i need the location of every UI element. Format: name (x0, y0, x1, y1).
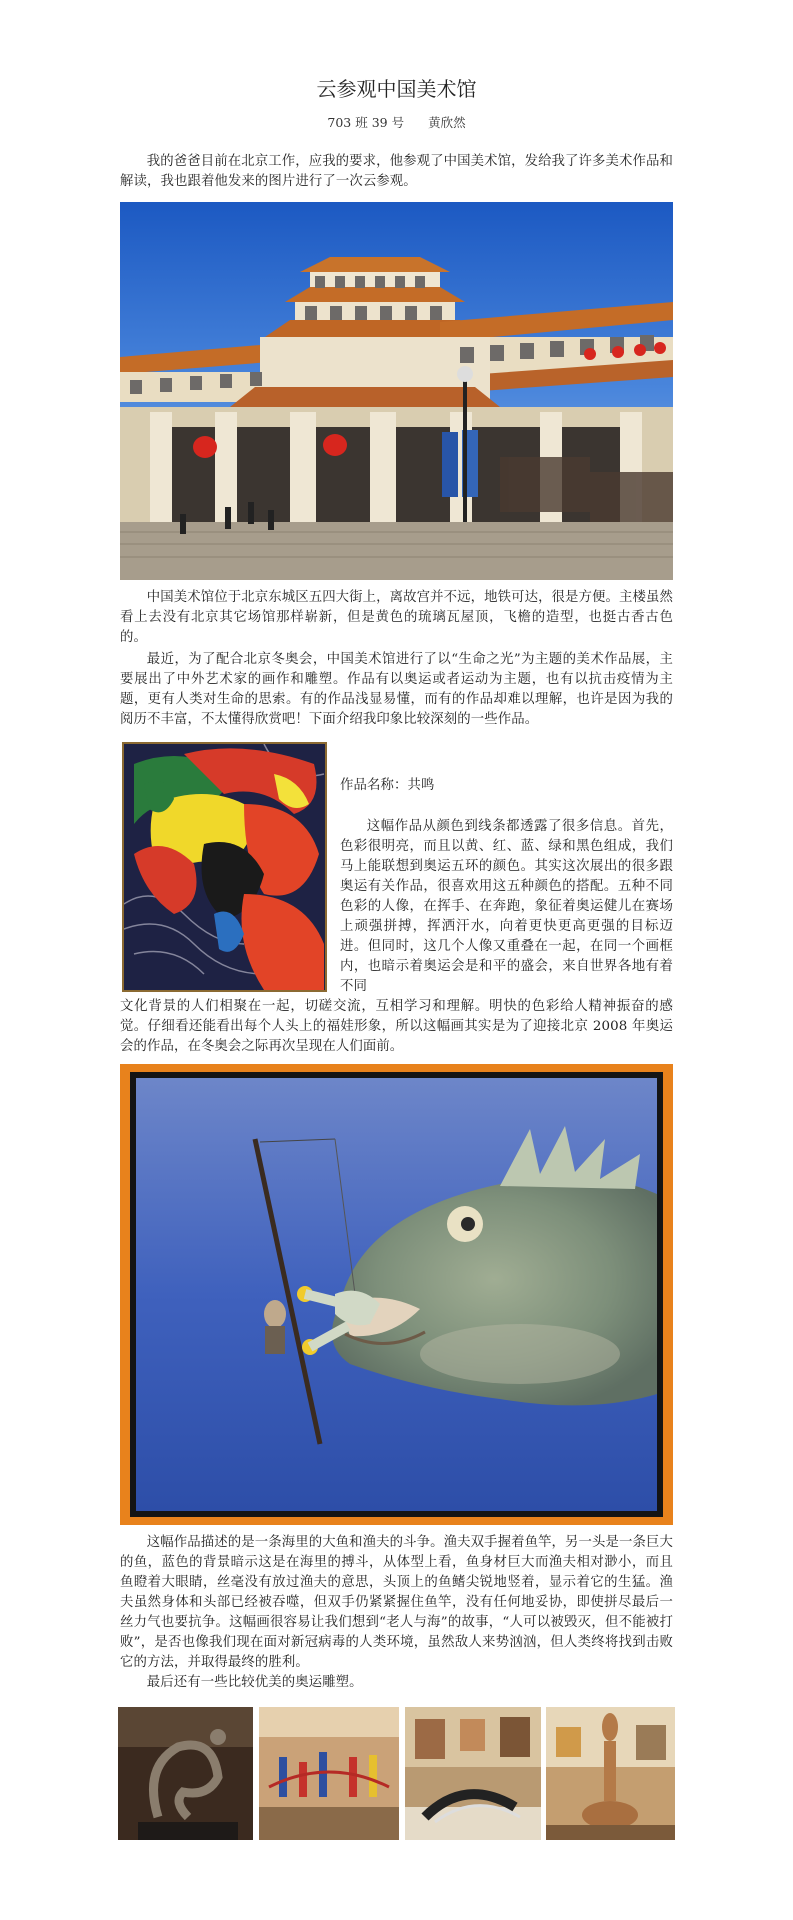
sculpture-photo-1 (118, 1707, 253, 1840)
museum-building-photo (120, 202, 673, 580)
sculpture-photo-4 (546, 1707, 675, 1840)
page-title: 云参观中国美术馆 (316, 77, 477, 101)
exhibition-paragraph: 最近，为了配合北京冬奥会，中国美术馆进行了以“生命之光”为主题的美术作品展，主要展出了中外艺术家的画作和雕塑。作品有以奥运或者运动为主题，也有以抗击疫情为主题，更有人类对生命的思索。有的作品浅显易懂，而有的作品却难以理解，也许是因为我的阅历不丰富，不太懂得欣赏吧！下面介绍我印象比较深刻的一些作品。 (120, 652, 673, 727)
artwork-name-label: 作品名称：共鸣 (340, 778, 435, 793)
artwork-gongming-description-continued: 文化背景的人们相聚在一起，切磋交流，互相学习和理解。明快的色彩给人精神振奋的感觉。仔细看还能看出每个人头上的福娃形象，所以这幅画其实是为了迎接北京 2008 年奥运会的作品，在冬奥会之际再次呈现在人们面前。 (120, 999, 673, 1054)
author-name: 黄欣然 (428, 115, 466, 130)
artwork-gongming-image (122, 742, 327, 992)
artwork-gongming-description: 这幅作品从颜色到线条都透露了很多信息。首先，色彩很明亮，而且以黄、红、蓝、绿和黑色组成，我们马上能联想到奥运五环的颜色。其实这次展出的很多跟奥运有关作品，很喜欢用这五种颜色的搭配。五种不同色彩的人像，在挥手、在奔跑，象征着奥运健儿在赛场上顽强拼搏，挥洒汗水，向着更快更高更强的目标迈进。但同时，这几个人像又重叠在一起，在同一个画框内，也暗示着奥运会是和平的盛会，来自世界各地有着不同 (340, 819, 673, 994)
sculpture-photo-3 (405, 1707, 541, 1840)
byline (120, 113, 673, 131)
location-paragraph: 中国美术馆位于北京东城区五四大街上，离故宫并不远，地铁可达，很是方便。主楼虽然看上去没有北京其它场馆那样崭新，但是黄色的琉璃瓦屋顶，飞檐的造型，也挺古香古色的。 (120, 590, 673, 645)
intro-paragraph: 我的爸爸目前在北京工作，应我的要求，他参观了中国美术馆，发给我了许多美术作品和解读，我也跟着他发来的图片进行了一次云参观。 (120, 154, 673, 189)
artwork-fish-image (120, 1064, 673, 1525)
sculpture-photo-2 (259, 1707, 399, 1840)
class-number: 703 班 39 号 (327, 115, 405, 130)
artwork-fish-description: 这幅作品描述的是一条海里的大鱼和渔夫的斗争。渔夫双手握着鱼竿，另一头是一条巨大的鱼，蓝色的背景暗示这是在海里的搏斗，从体型上看，鱼身材巨大而渔夫相对渺小，而且鱼瞪着大眼睛，丝毫没有放过渔夫的意思，头顶上的鱼鳍尖锐地竖着，显示着它的生猛。渔夫虽然身体和头部已经被吞噬，但双手仍紧紧握住鱼竿，没有任何地妥协，即使拼尽最后一丝力气也要抗争。这幅画很容易让我们想到“老人与海”的故事，“人可以被毁灭，但不能被打败”，是否也像我们现在面对新冠病毒的人类环境，虽然敌人来势汹汹，但人类终将找到击败它的方法，并取得最终的胜利。 (120, 1535, 673, 1670)
closing-paragraph: 最后还有一些比较优美的奥运雕塑。 (146, 1675, 363, 1690)
